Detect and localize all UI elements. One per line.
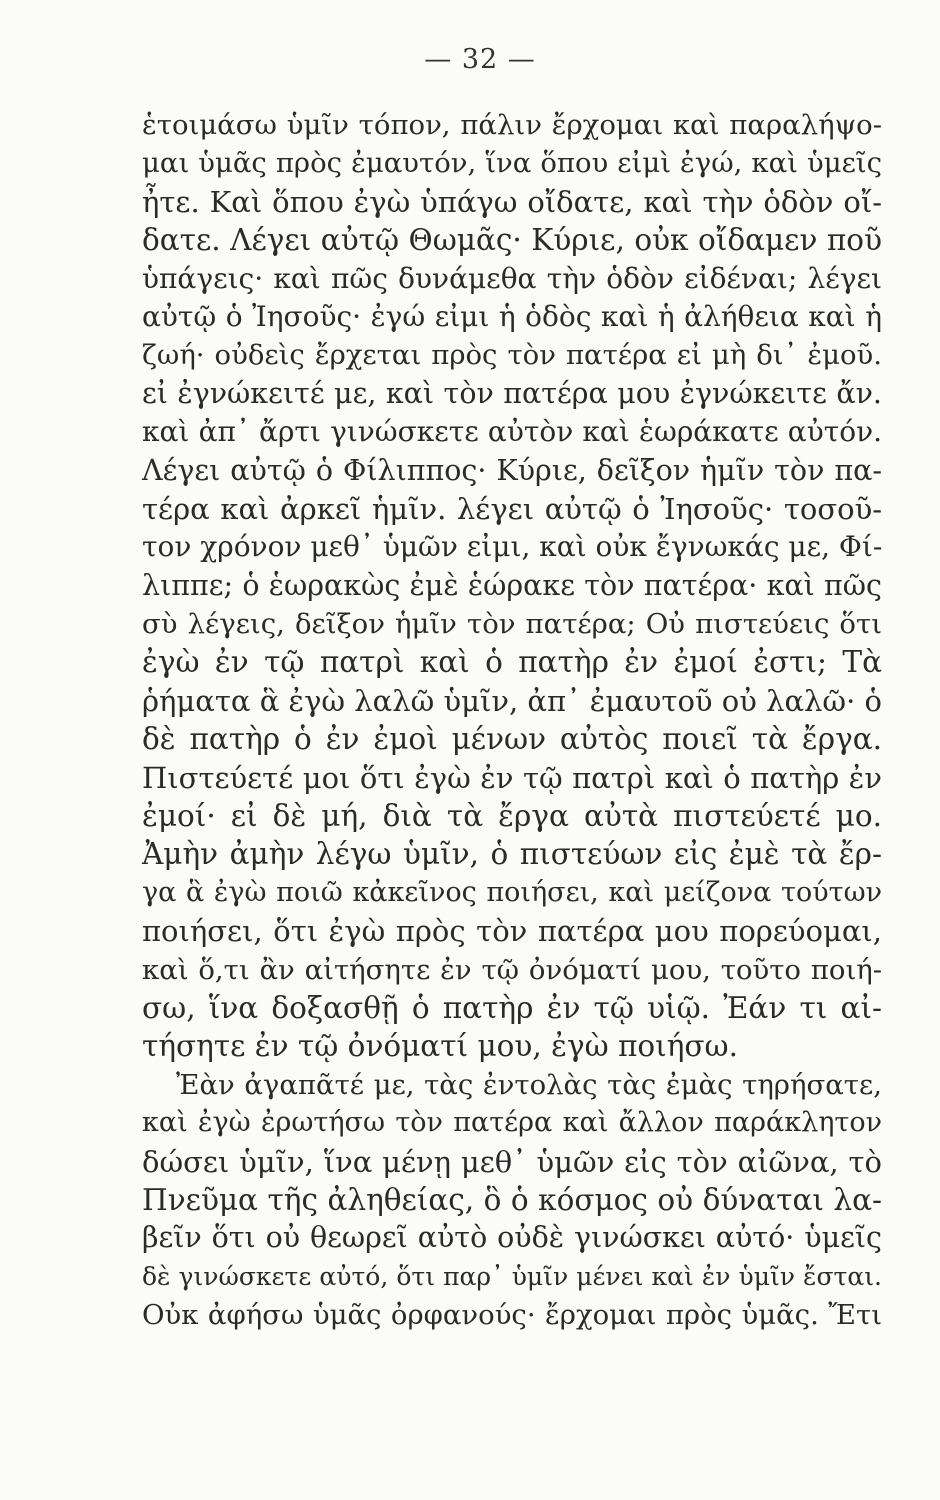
text-line: Πιστεύετέ μοι ὅτι ἐγὼ ἐν τῷ πατρὶ καὶ ὁ πατὴρ ἐν [142,760,882,795]
page-number: — 32 — [424,44,536,75]
text-line: σὺ λέγεις, δεῖξον ἡμῖν τὸν πατέρα; Οὐ πιστεύεις ὅτι [142,608,882,641]
text-line: καὶ ἐγὼ ἐρωτήσω τὸν πατέρα καὶ ἄλλον παράκλητον [142,1107,882,1139]
text-line: εἰ ἐγνώκειτέ με, καὶ τὸν πατέρα μου ἐγνώκειτε ἄν. [142,376,882,410]
text-line: μαι ὑμᾶς πρὸς ἐμαυτόν, ἵνα ὅπου εἰμὶ ἐγώ, καὶ ὑμεῖς [142,147,882,180]
text-line: ὑπάγεις· καὶ πῶς δυνάμεθα τὴν ὁδὸν εἰδέναι; λέγει [142,261,882,295]
text-line: τον χρόνον μεθ᾽ ὑμῶν εἰμι, καὶ οὐκ ἔγνωκάς με, Φί- [142,530,883,564]
text-line: δατε. Λέγει αὐτῷ Θωμᾶς· Κύριε, οὐκ οἴδαμεν ποῦ [142,223,882,258]
text-line: ἑτοιμάσω ὑμῖν τόπον, πάλιν ἔρχομαι καὶ παραλήψο- [142,109,882,141]
text-line: δὲ πατὴρ ὁ ἐν ἐμοὶ μένων αὐτὸς ποιεῖ τὰ ἔργα. [142,722,882,757]
text-line: καὶ ἀπ᾽ ἄρτι γινώσκετε αὐτὸν καὶ ἑωράκατε αὐτόν. [142,415,882,449]
text-line: καὶ ὅ,τι ἂν αἰτήσητε ἐν τῷ ὀνόματί μου, τοῦτο ποιή- [142,953,882,986]
text-line: Πνεῦμα τῆς ἀληθείας, ὃ ὁ κόσμος οὐ δύναται λα- [142,1182,882,1217]
text-line: τήσητε ἐν τῷ ὀνόματί μου, ἐγὼ ποιήσω. [142,1029,738,1064]
text-line: αὐτῷ ὁ Ἰησοῦς· ἐγώ εἰμι ἡ ὁδὸς καὶ ἡ ἀλήθεια καὶ ἡ [142,299,882,333]
text-line: τέρα καὶ ἀρκεῖ ἡμῖν. λέγει αὐτῷ ὁ Ἰησοῦς· τοσοῦ- [142,491,882,526]
text-line: δώσει ὑμῖν, ἵνα μένῃ μεθ᾽ ὑμῶν εἰς τὸν αἰῶνα, τὸ [142,1144,882,1179]
body-text [142,106,882,1335]
text-line: ῥήματα ἃ ἐγὼ λαλῶ ὑμῖν, ἀπ᾽ ἐμαυτοῦ οὐ λαλῶ· ὁ [142,683,882,718]
text-line: ποιήσει, ὅτι ἐγὼ πρὸς τὸν πατέρα μου πορεύομαι, [142,914,882,949]
text-line: ἐγὼ ἐν τῷ πατρὶ καὶ ὁ πατὴρ ἐν ἐμοί ἐστι; Τὰ [142,645,882,680]
text-line: Οὐκ ἀφήσω ὑμᾶς ὀρφανούς· ἔρχομαι πρὸς ὑμᾶς. Ἔτι [142,1299,882,1332]
text-line: ἦτε. Καὶ ὅπου ἐγὼ ὑπάγω οἴδατε, καὶ τὴν ὁδὸν οἴ- [142,184,882,219]
text-line: Ἀμὴν ἀμὴν λέγω ὑμῖν, ὁ πιστεύων εἰς ἐμὲ τὰ ἔρ- [142,837,882,872]
text-line: βεῖν ὅτι οὐ θεωρεῖ αὐτὸ οὐδὲ γινώσκει αὐτό· ὑμεῖς [142,1221,882,1255]
text-line: σω, ἵνα δοξασθῇ ὁ πατὴρ ἐν τῷ υἱῷ. Ἐάν τι αἰ- [142,990,882,1025]
text-line: δὲ γινώσκετε αὐτό, ὅτι παρ᾽ ὑμῖν μένει καὶ ἐν ὑμῖν ἔσται. [142,1261,882,1291]
paragraph [142,1066,882,1335]
text-line: γα ἃ ἐγὼ ποιῶ κἀκεῖνος ποιήσει, καὶ μείζονα τούτων [142,876,882,908]
text-line: λιππε; ὁ ἑωρακὼς ἐμὲ ἑώρακε τὸν πατέρα· καὶ πῶς [142,568,882,602]
text-line: Λέγει αὐτῷ ὁ Φίλιππος· Κύριε, δεῖξον ἡμῖν τὸν πα- [142,453,882,487]
text-line: ζωή· οὐδεὶς ἔρχεται πρὸς τὸν πατέρα εἰ μὴ δι᾽ ἐμοῦ. [142,339,882,372]
text-line: ἐμοί· εἰ δὲ μή, διὰ τὰ ἔργα αὐτὰ πιστεύετέ μο. [142,799,882,834]
paragraph [142,106,882,1066]
text-line: Ἐὰν ἀγαπᾶτέ με, τὰς ἐντολὰς τὰς ἐμὰς τηρήσατε, [176,1068,882,1101]
